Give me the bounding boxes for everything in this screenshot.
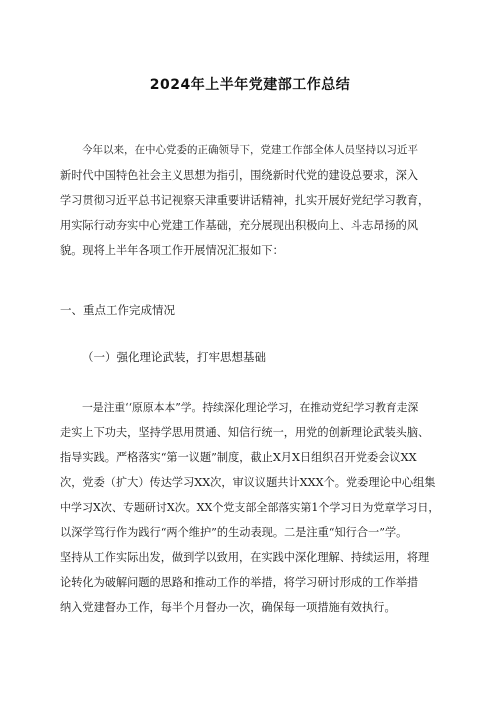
body-line: 纳入党建督办工作，每半个月督办一次，确保每一项措施有效执行。 — [60, 601, 396, 614]
document-title: 2024年上半年党建部工作总结 — [149, 77, 351, 93]
body-line: 论转化为破解问题的思路和推动工作的举措，将学习研讨形成的工作举措 — [60, 576, 419, 589]
body-line: 次，党委（扩大）传达学习XX次，审议议题共计XXX个。党委理论中心组集 — [60, 476, 436, 489]
intro-line: 今年以来，在中心党委的正确领导下，党建工作部全体人员坚持以习近平 — [82, 144, 418, 156]
body-line: 以深学笃行作为践行“两个维护”的生动表现。二是注重“知行合一”学。 — [60, 526, 408, 539]
intro-line: 貌。现将上半年各项工作开展情况汇报如下： — [60, 244, 284, 257]
body-line: 一是注重‘‘原原本本”学。持续深化理论学习，在推动党纪学习教育走深 — [82, 401, 419, 414]
body-line: 指导实践。严格落实“第一议题”制度，截止X月X日组织召开党委会议XX — [60, 451, 417, 464]
subsection-heading: （一）强化理论武装，打牢思想基础 — [82, 350, 266, 364]
intro-line: 用实际行动夯实中心党建工作基础，充分展现出积极向上、斗志昂扬的风 — [60, 219, 419, 232]
body-line: 坚持从工作实际出发，做到学以致用，在实践中深化理解、持续运用，将理 — [60, 551, 430, 564]
body-paragraph — [60, 395, 440, 620]
body-line: 中学习X次、专题研讨X次。XX个党支部全部落实第1个学习日为党章学习日， — [60, 501, 440, 514]
body-line: 走实上下功夫，坚持学思用贯通、知信行统一，用党的创新理论武装头脑、 — [60, 426, 430, 439]
intro-line: 学习贯彻习近平总书记视察天津重要讲话精神，扎实开展好党纪学习教育， — [60, 194, 430, 207]
intro-paragraph — [60, 138, 440, 263]
section-heading: 一、重点工作完成情况 — [60, 303, 175, 317]
intro-line: 新时代中国特色社会主义思想为指引，围绕新时代党的建设总要求，深入 — [60, 169, 419, 182]
